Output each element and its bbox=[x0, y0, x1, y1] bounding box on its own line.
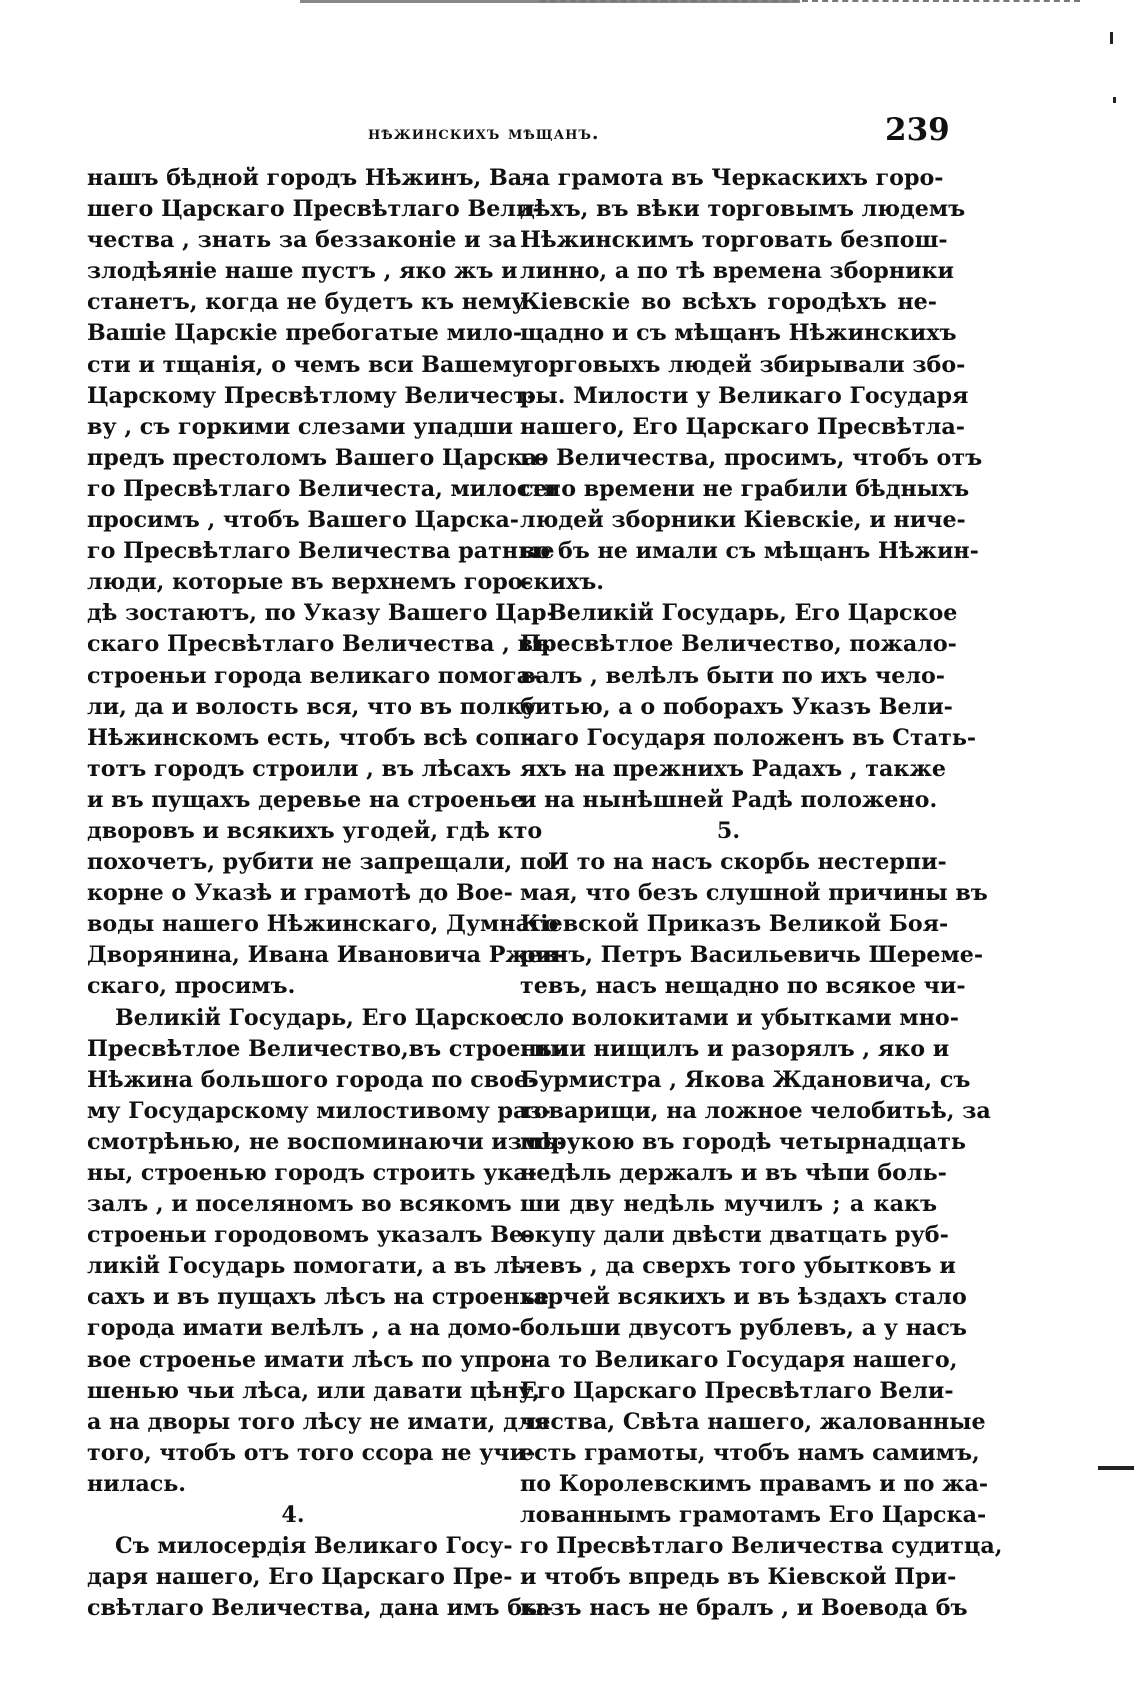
text-line: на то Великаго Государя нашего, bbox=[520, 1346, 958, 1373]
text-line: Кіевской Приказъ Великой Боя- bbox=[520, 911, 949, 938]
text-line: сахъ и въ пущахъ лѣсъ на строенье bbox=[87, 1284, 549, 1311]
text-line: даря нашего, Его Царскаго Пре- bbox=[87, 1564, 513, 1591]
text-line: того, чтобъ отъ того ссора не учи- bbox=[87, 1439, 536, 1466]
text-line: залъ , и поселяномъ во всякомъ bbox=[87, 1191, 512, 1218]
text-line: Нѣжинскомъ есть, чтобъ всѣ сопча bbox=[87, 724, 551, 751]
text-line: шего Царскаго Пресвѣтлаго Вели- bbox=[87, 196, 542, 223]
text-line: чества , знать за беззаконіе и за bbox=[87, 227, 517, 254]
text-line: Нѣжинскимъ торговать безпош- bbox=[520, 227, 948, 254]
text-line: скихъ. bbox=[520, 569, 604, 596]
text-line: Кіевскіе во всѣхъ городѣхъ не- bbox=[520, 289, 937, 316]
text-line: сти и тщанія, о чемъ вси Вашему bbox=[87, 351, 526, 378]
text-line: нашего, Его Царскаго Пресвѣтла- bbox=[520, 413, 965, 440]
text-line: левъ , да сверхъ того убытковъ и bbox=[520, 1253, 956, 1280]
text-line: воды нашего Нѣжинскаго, Думнаго bbox=[87, 911, 559, 938]
text-line: 4. bbox=[281, 1502, 305, 1529]
text-column-right bbox=[520, 163, 1003, 1624]
text-line: во бъ не имали съ мѣщанъ Нѣжин- bbox=[520, 538, 979, 565]
text-line: ликій Государь помогати, а въ лѣ- bbox=[87, 1253, 535, 1280]
text-line: свѣтлаго Величества, дана имъ бы- bbox=[87, 1595, 554, 1622]
text-line: злодѣяніе наше пустъ , яко жъ и bbox=[87, 258, 518, 285]
text-line: по Королевскимъ правамъ и по жа- bbox=[520, 1470, 989, 1497]
text-line: есть грамоты, чтобъ намъ самимъ, bbox=[520, 1439, 980, 1466]
text-line: дѣ зостаютъ, по Указу Вашего Цар- bbox=[87, 600, 556, 627]
text-line: сего времени не грабили бѣдныхъ bbox=[520, 475, 970, 502]
text-line: ли, да и волость вся, что въ полку bbox=[87, 693, 537, 720]
text-line: чества, Свѣта нашего, жалованные bbox=[520, 1408, 986, 1435]
text-line: Царскому Пресвѣтлому Величест- bbox=[87, 382, 537, 409]
text-line: станетъ, когда не будетъ къ нему bbox=[87, 289, 526, 316]
text-line: строеньи городовомъ указалъ Ве- bbox=[87, 1222, 533, 1249]
text-line: дворовъ и всякихъ угодей, гдѣ кто bbox=[87, 817, 543, 844]
text-line: му Государскому милостивому раз- bbox=[87, 1097, 551, 1124]
text-line: и въ пущахъ деревье на строенье bbox=[87, 786, 525, 813]
text-line: ла грамота въ Черкаскихъ горо- bbox=[520, 165, 944, 191]
text-line: просимъ , чтобъ Вашего Царска- bbox=[87, 507, 519, 534]
text-line: Пресвѣтлое Величество,въ строеньи bbox=[87, 1035, 569, 1062]
page-header bbox=[0, 112, 1140, 152]
text-line: дѣхъ, въ вѣки торговымъ людемъ bbox=[520, 196, 966, 223]
scan-artifact bbox=[540, 0, 1080, 6]
text-line: порукою въ городѣ четырнадцать bbox=[520, 1128, 966, 1155]
text-line: люди, которые въ верхнемъ горо- bbox=[87, 569, 532, 596]
scan-mark bbox=[1113, 97, 1116, 103]
text-line: Великій Государь, Его Царское bbox=[115, 1004, 525, 1031]
text-line: скаго Пресвѣтлаго Величества , въ bbox=[87, 631, 551, 658]
text-line: нашъ бѣдной городъ Нѣжинъ, Ва- bbox=[87, 165, 532, 191]
text-line: И то на насъ скорбь нестерпи- bbox=[548, 849, 947, 876]
text-line: ринъ, Петръ Васильевичь Шереме- bbox=[520, 942, 984, 969]
text-line: ши дву недѣль мучилъ ; а какъ bbox=[520, 1191, 937, 1218]
text-line: го Пресвѣтлаго Величества ратные bbox=[87, 538, 555, 565]
text-line: линно, а по тѣ времена зборники bbox=[520, 258, 954, 285]
text-line: Дворянина, Ивана Ивановича Ржев- bbox=[87, 942, 567, 969]
text-line: предъ престоломъ Вашего Царска- bbox=[87, 444, 547, 471]
text-line: 5. bbox=[716, 817, 741, 844]
page-number: 239 bbox=[885, 112, 950, 148]
text-line: щадно и съ мѣщанъ Нѣжинскихъ bbox=[520, 320, 957, 347]
text-line: смотрѣнью, не воспоминаючи измѣ- bbox=[87, 1128, 567, 1155]
text-line: ву , съ горкими слезами упадши bbox=[87, 413, 514, 440]
text-line: тотъ городъ строили , въ лѣсахъ bbox=[87, 755, 512, 782]
text-line: Его Царскаго Пресвѣтлаго Вели- bbox=[520, 1377, 954, 1404]
text-line: Нѣжина большого города по свое- bbox=[87, 1066, 538, 1093]
text-line: товарищи, на ложное челобитьѣ, за bbox=[520, 1097, 991, 1124]
text-line: го Пресвѣтлаго Величеста, милости bbox=[87, 475, 561, 502]
text-line: скаго, просимъ. bbox=[87, 973, 296, 1000]
text-line: Съ милосердія Великаго Госу- bbox=[115, 1533, 513, 1560]
scan-mark bbox=[1110, 32, 1113, 44]
text-line: каго Государя положенъ въ Стать- bbox=[520, 724, 977, 751]
text-line: нилась. bbox=[87, 1470, 187, 1497]
text-line: казъ насъ не бралъ , и Воевода бъ bbox=[520, 1595, 968, 1622]
text-line: а на дворы того лѣсу не имати, для bbox=[87, 1408, 550, 1435]
text-line: шенью чьи лѣса, или давати цѣну, bbox=[87, 1377, 541, 1404]
text-line: мая, что безъ слушной причины въ bbox=[520, 880, 988, 907]
text-line: и чтобъ впредь въ Кіевской При- bbox=[520, 1564, 957, 1591]
scan-mark bbox=[1098, 1466, 1134, 1470]
text-line: лованнымъ грамотамъ Его Царска- bbox=[520, 1502, 987, 1529]
text-line: яхъ на прежнихъ Радахъ , также bbox=[520, 755, 946, 782]
text-line: го Пресвѣтлаго Величества судитца, bbox=[520, 1533, 1003, 1560]
text-line: го Величества, просимъ, чтобъ отъ bbox=[520, 444, 983, 471]
text-line: больши двусотъ рублевъ, а у насъ bbox=[520, 1315, 967, 1342]
text-line: людей зборники Кіевскіе, и ниче- bbox=[520, 507, 966, 534]
text-line: тевъ, насъ нещадно по всякое чи- bbox=[520, 973, 966, 1000]
text-line: вое строенье имати лѣсъ по упро- bbox=[87, 1346, 531, 1373]
text-line: недѣль держалъ и въ чѣпи боль- bbox=[520, 1160, 947, 1186]
text-line: Бурмистра , Якова Ждановича, съ bbox=[520, 1066, 971, 1093]
text-line: торговыхъ людей збирывали збо- bbox=[520, 351, 966, 378]
running-head: нѣжинскихъ мѣщанъ. bbox=[368, 122, 600, 144]
text-line: сло волокитами и убытками мно- bbox=[520, 1004, 959, 1031]
text-line: Пресвѣтлое Величество, пожало- bbox=[520, 631, 957, 658]
text-line: строеньи города великаго помога- bbox=[87, 662, 541, 689]
text-line: похочетъ, рубити не запрещали, по- bbox=[87, 849, 561, 876]
text-line: харчей всякихъ и въ ѣздахъ стало bbox=[520, 1284, 967, 1311]
text-line: окупу дали двѣсти дватцать руб- bbox=[520, 1222, 949, 1249]
text-line: ры. Милости у Великаго Государя bbox=[520, 382, 969, 409]
text-line: битью, а о поборахъ Указъ Вели- bbox=[520, 693, 953, 720]
text-line: города имати велѣлъ , а на домо- bbox=[87, 1315, 521, 1342]
text-line: ны, строенью городъ строить ука- bbox=[87, 1160, 538, 1186]
text-line: валъ , велѣлъ быти по ихъ чело- bbox=[520, 662, 945, 689]
text-line: Великій Государь, Его Царское bbox=[548, 600, 958, 627]
text-line: гими нищилъ и разорялъ , яко и bbox=[520, 1035, 950, 1062]
text-line: Вашіе Царскіе пребогатые мило- bbox=[87, 320, 523, 347]
text-line: и на нынѣшней Радѣ положено. bbox=[520, 786, 938, 813]
text-line: корне о Указѣ и грамотѣ до Вое- bbox=[87, 880, 513, 907]
